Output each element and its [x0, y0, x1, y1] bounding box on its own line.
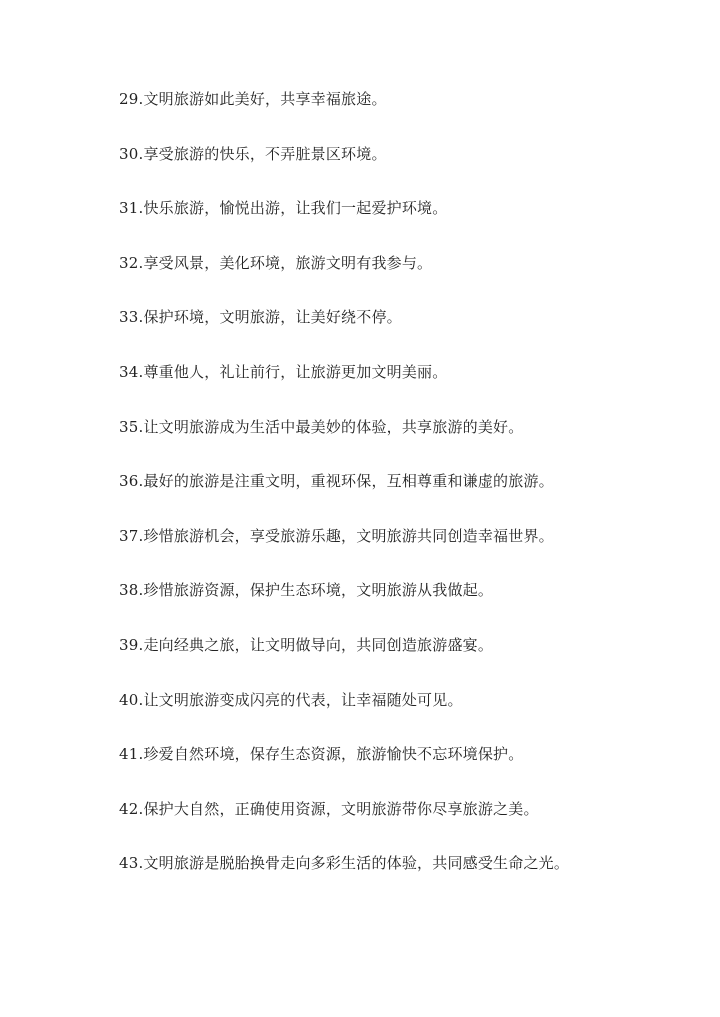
slogan-line: 39.走向经典之旅，让文明做导向，共同创造旅游盛宴。: [119, 635, 494, 654]
slogan-line: 41.珍爱自然环境，保存生态资源，旅游愉快不忘环境保护。: [119, 745, 524, 764]
slogan-line: 35.让文明旅游成为生活中最美妙的体验，共享旅游的美好。: [119, 417, 524, 436]
slogan-line: 36.最好的旅游是注重文明，重视环保，互相尊重和谦虚的旅游。: [119, 472, 554, 491]
slogan-line: 34.尊重他人，礼让前行，让旅游更加文明美丽。: [119, 362, 448, 381]
slogan-line: 33.保护环境，文明旅游，让美好绕不停。: [119, 308, 402, 327]
slogan-line: 30.享受旅游的快乐，不弄脏景区环境。: [119, 144, 387, 163]
slogan-line: 31.快乐旅游，愉悦出游，让我们一起爱护环境。: [119, 199, 448, 218]
slogan-line: 29.文明旅游如此美好，共享幸福旅途。: [119, 90, 387, 108]
slogan-line: 40.让文明旅游变成闪亮的代表，让幸福随处可见。: [119, 690, 463, 709]
slogan-line: 32.享受风景，美化环境，旅游文明有我参与。: [119, 253, 433, 272]
slogan-line: 43.文明旅游是脱胎换骨走向多彩生活的体验，共同感受生命之光。: [119, 854, 570, 873]
slogan-list: [119, 87, 699, 906]
slogan-line: 42.保护大自然，正确使用资源，文明旅游带你尽享旅游之美。: [119, 799, 539, 818]
slogan-line: 37.珍惜旅游机会，享受旅游乐趣，文明旅游共同创造幸福世界。: [119, 526, 554, 545]
slogan-line: 38.珍惜旅游资源，保护生态环境，文明旅游从我做起。: [119, 581, 494, 600]
